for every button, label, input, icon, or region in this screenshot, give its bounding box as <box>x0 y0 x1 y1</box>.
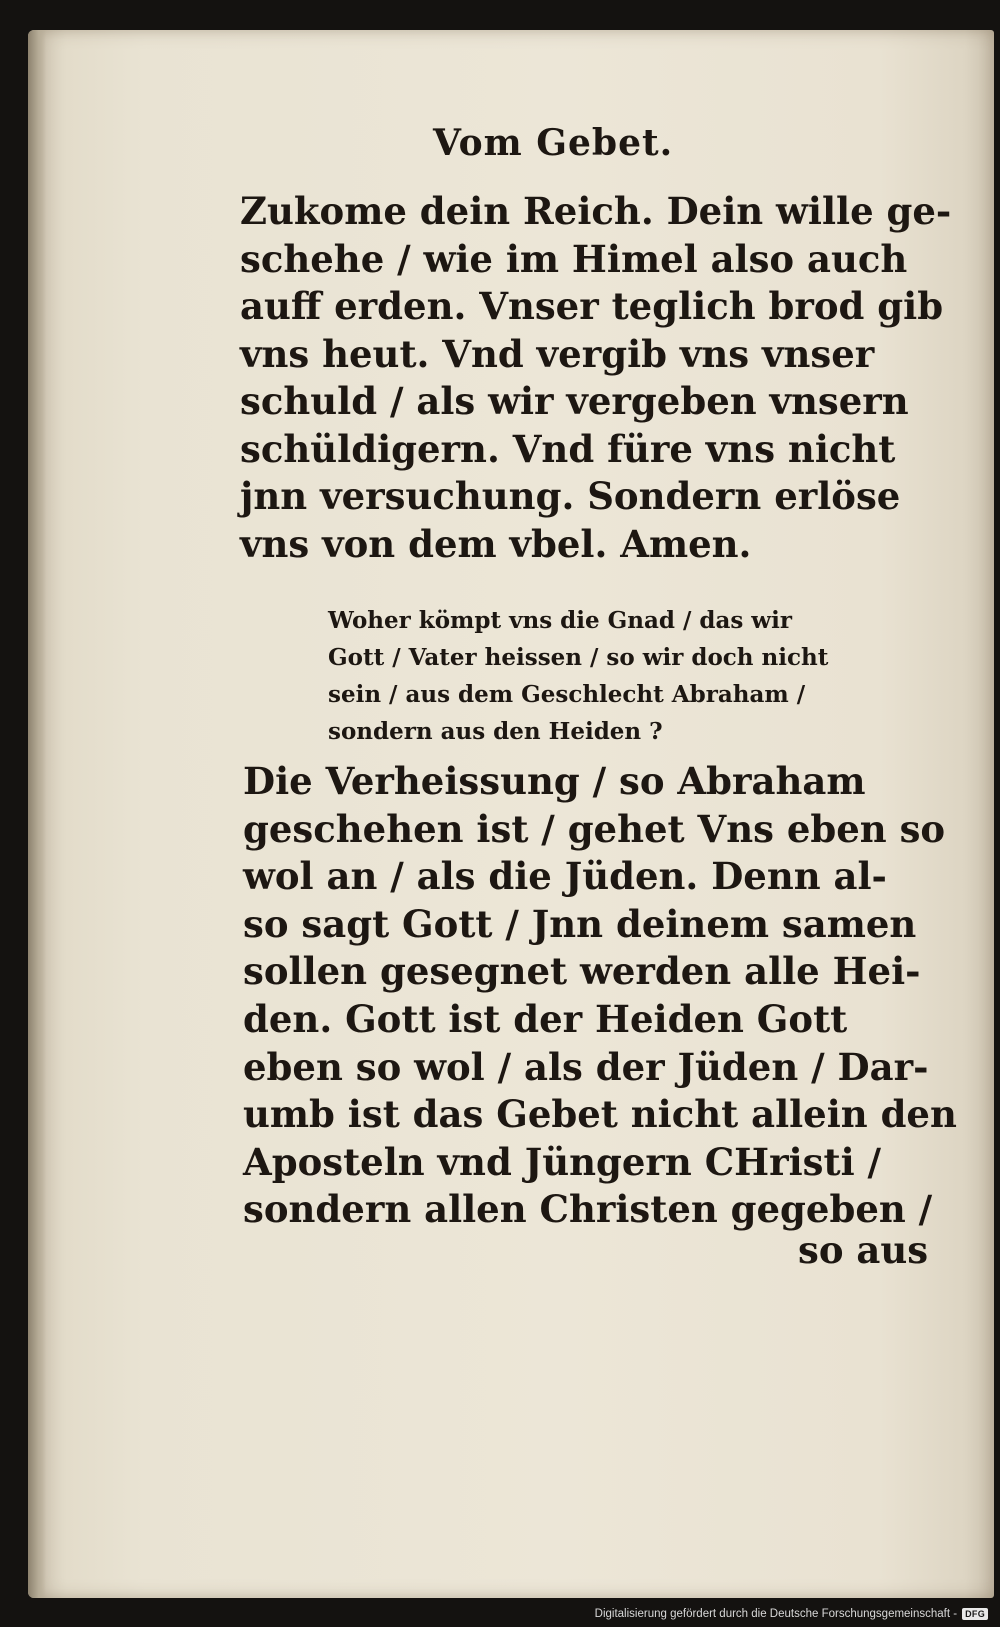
prayer-paragraph <box>240 188 952 568</box>
text-line: sollen gesegnet werden alle Hei- <box>243 949 921 994</box>
text-line: vns heut. Vnd vergib vns vnser <box>240 331 875 376</box>
text-line: jnn versuchung. Sondern erlöse <box>240 474 901 518</box>
answer-paragraph <box>243 758 957 1234</box>
catchword: so aus <box>798 1228 929 1272</box>
running-header: Vom Gebet. <box>433 122 674 164</box>
question-line: Woher kömpt vns die Gnad / das wir <box>328 607 792 634</box>
text-line: auff erden. Vnser teglich brod gib <box>240 284 944 328</box>
text-line: Aposteln vnd Jüngern CHristi / <box>243 1139 882 1184</box>
text-line: wol an / als die Jüden. Denn al- <box>243 854 887 899</box>
text-line: vns von dem vbel. Amen. <box>240 521 752 566</box>
digitization-credit <box>595 1605 988 1623</box>
text-line: Die Verheissung / so Abraham <box>243 759 866 803</box>
text-line: den. Gott ist der Heiden Gott <box>243 996 848 1041</box>
text-line: schehe / wie im Himel also auch <box>240 236 908 281</box>
question-paragraph <box>328 602 898 750</box>
dfg-logo: DFG <box>962 1608 988 1620</box>
text-line: geschehen ist / gehet Vns eben so <box>243 806 946 851</box>
credit-text: Digitalisierung gefördert durch die Deutsche Forschungsgemeinschaft - <box>594 1608 958 1620</box>
text-line: eben so wol / als der Jüden / Dar- <box>243 1044 929 1089</box>
page-spine-shadow <box>28 30 46 1598</box>
book-page <box>28 30 994 1598</box>
text-line: so sagt Gott / Jnn deinem samen <box>243 901 917 946</box>
text-line: schuld / als wir vergeben vnsern <box>240 379 909 423</box>
text-line: sondern allen Christen gegeben / <box>243 1187 933 1232</box>
question-line: Gott / Vater heissen / so wir doch nicht <box>328 644 829 671</box>
question-line: sondern aus den Heiden ? <box>328 718 663 745</box>
question-line: sein / aus dem Geschlecht Abraham / <box>328 681 806 708</box>
text-line: umb ist das Gebet nicht allein den <box>243 1092 957 1137</box>
text-line: Zukome dein Reich. Dein wille ge- <box>240 189 952 233</box>
text-line: schüldigern. Vnd füre vns nicht <box>240 426 896 471</box>
